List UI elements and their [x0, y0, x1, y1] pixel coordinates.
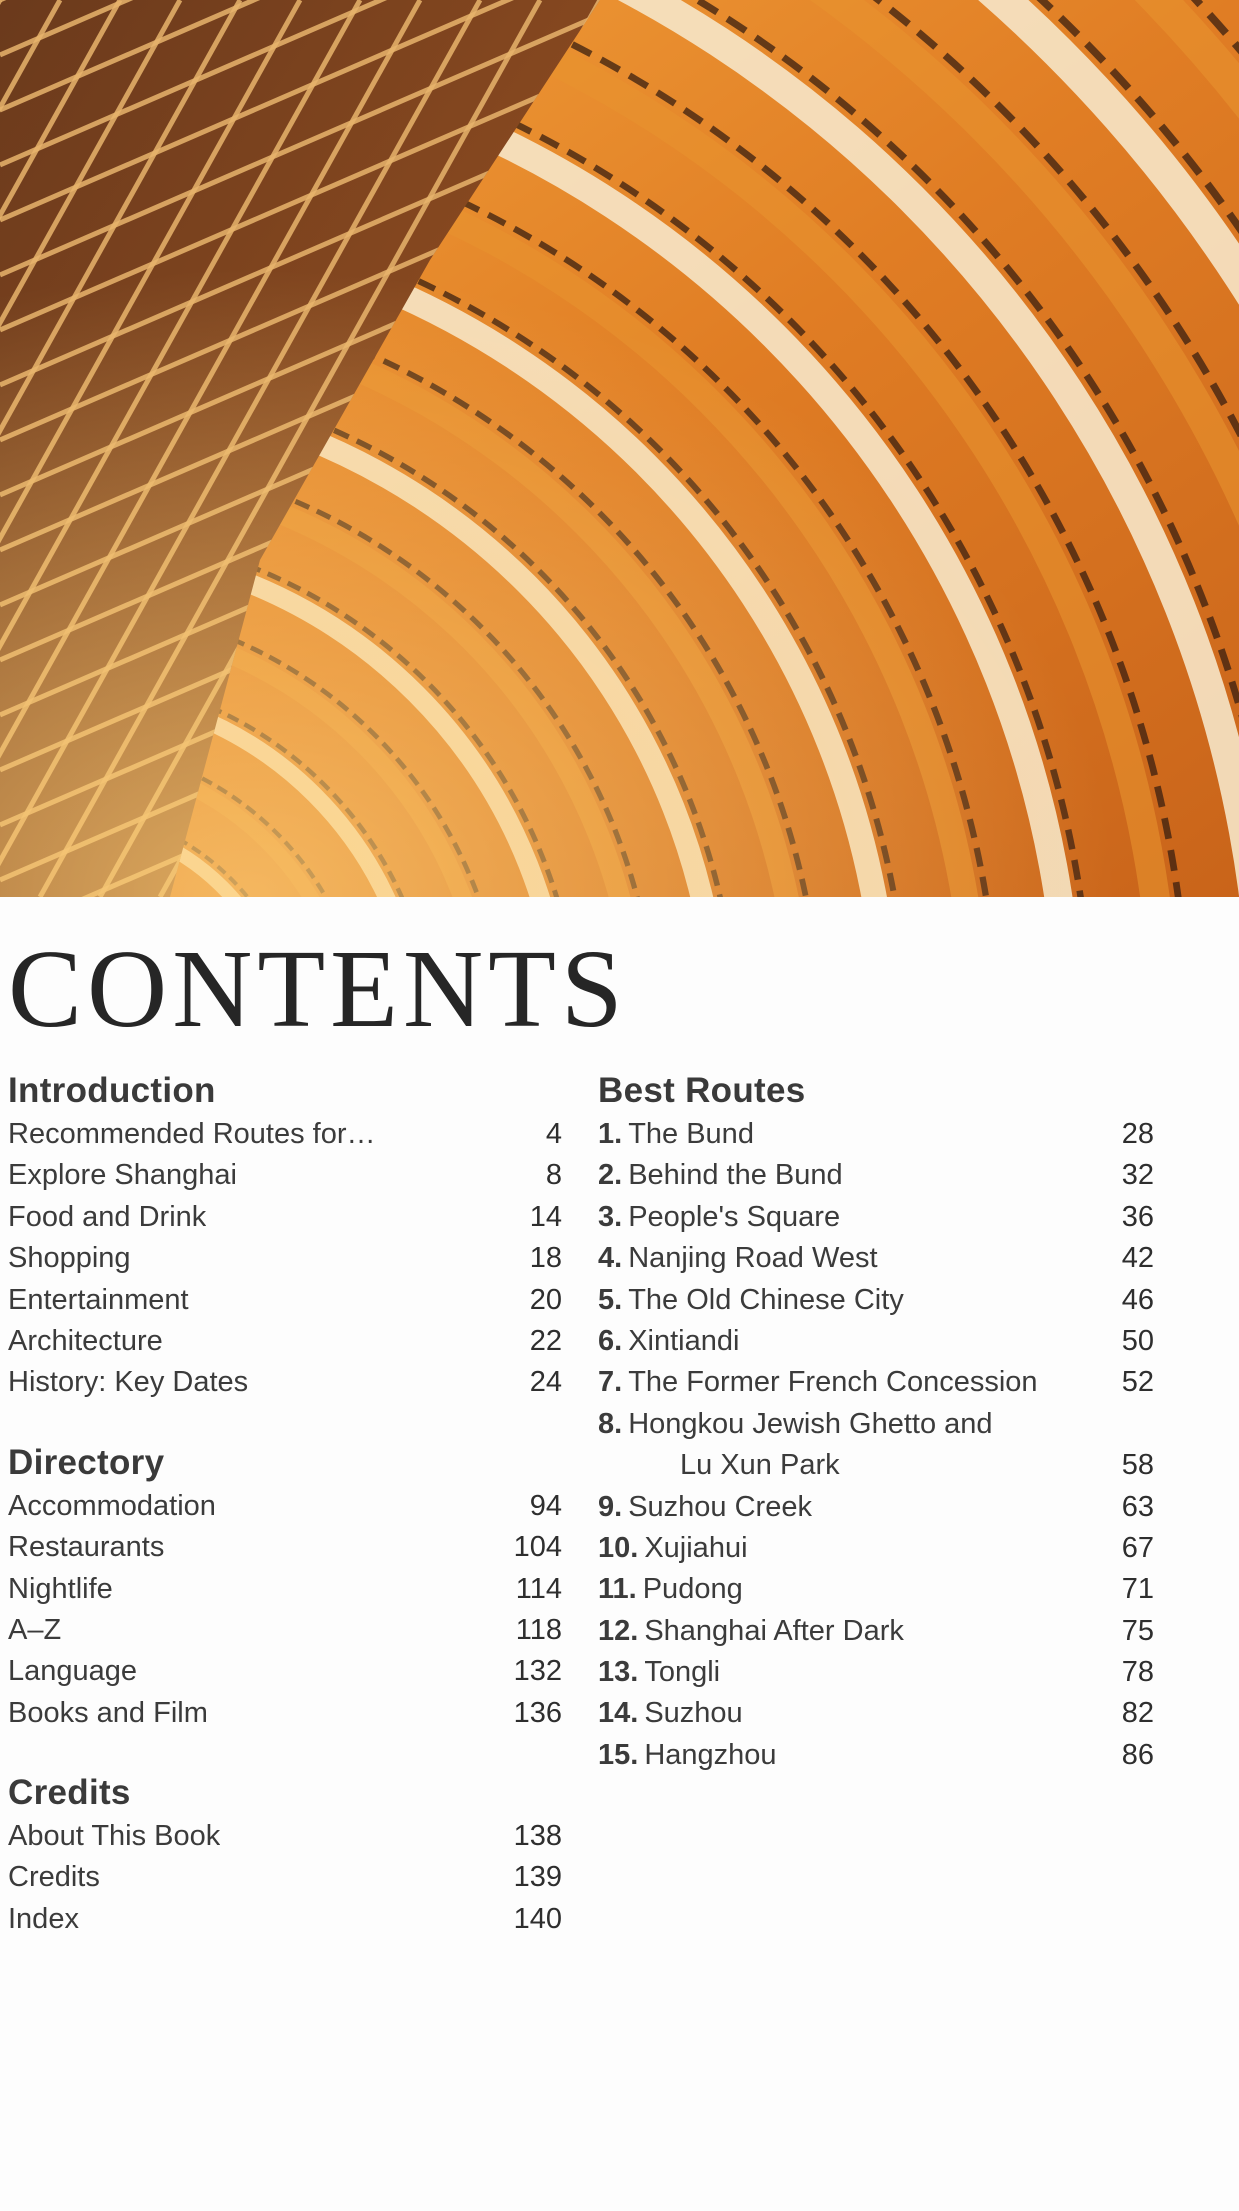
- entry-title: Index: [8, 1902, 79, 1935]
- entry-label: [598, 1693, 743, 1734]
- entry-title: Suzhou Creek: [628, 1490, 812, 1523]
- entry-label: [598, 1114, 754, 1155]
- contents-entry[interactable]: [8, 1114, 564, 1155]
- entry-title: The Old Chinese City: [628, 1283, 904, 1316]
- hero-photo: [0, 0, 1239, 897]
- page-number: 139: [513, 1861, 562, 1894]
- route-number: 9.: [598, 1490, 623, 1523]
- entry-title: Xujiahui: [644, 1531, 748, 1564]
- route-number: 7.: [598, 1366, 623, 1399]
- entry-label: [8, 1899, 79, 1940]
- entry-label: [598, 1280, 904, 1321]
- contents-entry[interactable]: [598, 1155, 1154, 1196]
- route-number: 8.: [598, 1407, 623, 1440]
- page-number: 22: [529, 1324, 562, 1357]
- contents-section: [598, 1068, 1154, 1776]
- entry-label: [8, 1362, 248, 1403]
- contents-entry[interactable]: [598, 1528, 1154, 1569]
- entry-title: Shanghai After Dark: [644, 1614, 904, 1647]
- entry-title: Restaurants: [8, 1531, 165, 1564]
- entry-title: Accommodation: [8, 1489, 216, 1522]
- entry-title: Nanjing Road West: [628, 1242, 878, 1275]
- route-number: 5.: [598, 1283, 623, 1316]
- contents-entry[interactable]: [8, 1651, 564, 1692]
- contents-entry[interactable]: [598, 1280, 1154, 1321]
- page-number: 24: [529, 1366, 562, 1399]
- route-number: 2.: [598, 1159, 623, 1192]
- entry-label: [8, 1197, 206, 1238]
- page-number: 46: [1121, 1283, 1154, 1316]
- page-number: 71: [1121, 1573, 1154, 1606]
- section-heading: Directory: [8, 1442, 165, 1482]
- page-number: 14: [529, 1200, 562, 1233]
- page-number: 42: [1121, 1242, 1154, 1275]
- page-number: 58: [1121, 1449, 1154, 1482]
- route-number: 11.: [598, 1573, 637, 1606]
- entry-title: Pudong: [642, 1573, 743, 1606]
- entry-title: Nightlife: [8, 1572, 113, 1605]
- contents-entry[interactable]: [8, 1197, 564, 1238]
- contents-left-column: [8, 1068, 564, 1976]
- entry-title: Recommended Routes for…: [8, 1118, 376, 1150]
- entry-label: [8, 1527, 164, 1568]
- contents-entry[interactable]: [598, 1197, 1154, 1238]
- entry-title: Tongli: [644, 1656, 721, 1689]
- entry-label: [598, 1735, 777, 1776]
- contents-entry[interactable]: [598, 1652, 1154, 1693]
- contents-entry[interactable]: [598, 1735, 1154, 1776]
- page-number: 118: [515, 1613, 562, 1646]
- section-heading: Credits: [8, 1773, 131, 1813]
- page-number: 82: [1121, 1697, 1154, 1730]
- entry-label: [598, 1362, 1038, 1403]
- entry-label: [598, 1321, 739, 1362]
- section-heading: Introduction: [8, 1071, 216, 1110]
- entry-title: Xintiandi: [628, 1324, 740, 1357]
- page-number: 8: [545, 1159, 562, 1192]
- contents-entry[interactable]: [598, 1611, 1154, 1652]
- route-number: 3.: [598, 1200, 623, 1233]
- contents-section: [8, 1440, 564, 1734]
- entry-title: Food and Drink: [8, 1200, 207, 1233]
- page-title: CONTENTS: [8, 928, 628, 1051]
- entry-label: [598, 1652, 720, 1693]
- contents-entry[interactable]: [8, 1693, 564, 1734]
- page-number: 138: [513, 1820, 562, 1853]
- page-number: 67: [1121, 1531, 1154, 1564]
- entry-label: [8, 1280, 189, 1321]
- entry-title: Behind the Bund: [628, 1159, 843, 1192]
- entry-label: [8, 1651, 137, 1692]
- entry-title: Explore Shanghai: [8, 1159, 237, 1192]
- page-number: 94: [529, 1489, 562, 1522]
- entry-label: [598, 1197, 840, 1238]
- contents-entry[interactable]: [8, 1857, 564, 1898]
- page-number: 78: [1121, 1656, 1154, 1689]
- page-number: 28: [1121, 1118, 1154, 1150]
- entry-label: [8, 1155, 237, 1196]
- page-number: 75: [1121, 1614, 1154, 1647]
- route-number: 10.: [598, 1531, 639, 1564]
- entry-title: Suzhou: [644, 1697, 743, 1730]
- contents-entry[interactable]: [598, 1569, 1154, 1610]
- entry-title: About This Book: [8, 1820, 221, 1853]
- route-number: 14.: [598, 1697, 639, 1730]
- contents-entry[interactable]: [8, 1362, 564, 1403]
- page-number: 114: [515, 1572, 562, 1605]
- contents-entry[interactable]: [8, 1816, 564, 1857]
- page-number: 20: [529, 1283, 562, 1316]
- entry-label: [598, 1487, 812, 1528]
- entry-title: The Former French Concession: [628, 1366, 1038, 1399]
- entry-label: [598, 1445, 840, 1486]
- contents-entry[interactable]: [598, 1321, 1154, 1362]
- page-number: 132: [513, 1655, 562, 1688]
- page-number: 104: [513, 1531, 562, 1564]
- contents-entry[interactable]: [598, 1445, 1154, 1486]
- route-number: 15.: [598, 1738, 639, 1771]
- entry-label: [8, 1569, 113, 1610]
- page-number: 4: [545, 1118, 562, 1150]
- entry-label: [8, 1114, 376, 1155]
- entry-title: Hongkou Jewish Ghetto and: [628, 1407, 993, 1440]
- entry-title: A–Z: [8, 1613, 62, 1646]
- contents-entry[interactable]: [8, 1321, 564, 1362]
- atrium-image: [0, 0, 1239, 897]
- entry-label: [8, 1486, 216, 1527]
- route-number: 13.: [598, 1656, 639, 1689]
- contents-entry[interactable]: [8, 1610, 564, 1651]
- entry-title: Credits: [8, 1861, 100, 1894]
- route-number: 6.: [598, 1324, 623, 1357]
- page-number: 140: [513, 1902, 562, 1935]
- route-number: 1.: [598, 1118, 623, 1150]
- section-heading: Best Routes: [598, 1071, 806, 1110]
- page-number: 136: [513, 1696, 562, 1729]
- entry-title: Shopping: [8, 1242, 131, 1275]
- entry-label: [8, 1857, 100, 1898]
- page-number: 86: [1121, 1738, 1154, 1771]
- entry-label: [8, 1693, 208, 1734]
- entry-label: [8, 1816, 220, 1857]
- contents-entry[interactable]: [8, 1569, 564, 1610]
- contents-entry[interactable]: [8, 1280, 564, 1321]
- entry-label: [598, 1569, 743, 1610]
- entry-title: People's Square: [628, 1200, 841, 1233]
- contents-section: [8, 1770, 564, 1940]
- page-number: 18: [529, 1242, 562, 1275]
- entry-label: [8, 1610, 61, 1651]
- route-number: 12.: [598, 1614, 639, 1647]
- contents-entry[interactable]: [8, 1527, 564, 1568]
- page-number: 36: [1121, 1200, 1154, 1233]
- contents-entry[interactable]: [598, 1362, 1154, 1403]
- contents-entry[interactable]: [598, 1487, 1154, 1528]
- entry-label: [598, 1404, 993, 1445]
- entry-title: Entertainment: [8, 1283, 189, 1316]
- contents-entry[interactable]: [598, 1238, 1154, 1279]
- entry-label: [598, 1611, 904, 1652]
- contents-entry[interactable]: [598, 1404, 1154, 1445]
- entry-title: Language: [8, 1655, 138, 1688]
- entry-title: Lu Xun Park: [680, 1449, 840, 1482]
- page-number: 63: [1121, 1490, 1154, 1523]
- entry-title: History: Key Dates: [8, 1366, 249, 1399]
- page-number: 50: [1121, 1324, 1154, 1357]
- page-number: 32: [1121, 1159, 1154, 1192]
- contents-entry[interactable]: [8, 1899, 564, 1940]
- contents-entry[interactable]: [598, 1693, 1154, 1734]
- entry-label: [598, 1528, 748, 1569]
- entry-label: [598, 1238, 878, 1279]
- entry-title: Architecture: [8, 1324, 163, 1357]
- page-number: 52: [1121, 1366, 1154, 1399]
- entry-label: [8, 1321, 163, 1362]
- entry-label: [598, 1155, 843, 1196]
- contents-entry[interactable]: [8, 1486, 564, 1527]
- entry-title: Books and Film: [8, 1696, 208, 1729]
- contents-right-column: [598, 1068, 1154, 1812]
- contents-section: [8, 1068, 564, 1404]
- entry-title: Hangzhou: [644, 1738, 777, 1771]
- route-number: 4.: [598, 1242, 623, 1275]
- contents-entry[interactable]: [598, 1114, 1154, 1155]
- contents-entry[interactable]: [8, 1238, 564, 1279]
- contents-entry[interactable]: [8, 1155, 564, 1196]
- entry-label: [8, 1238, 131, 1279]
- entry-title: The Bund: [628, 1118, 754, 1150]
